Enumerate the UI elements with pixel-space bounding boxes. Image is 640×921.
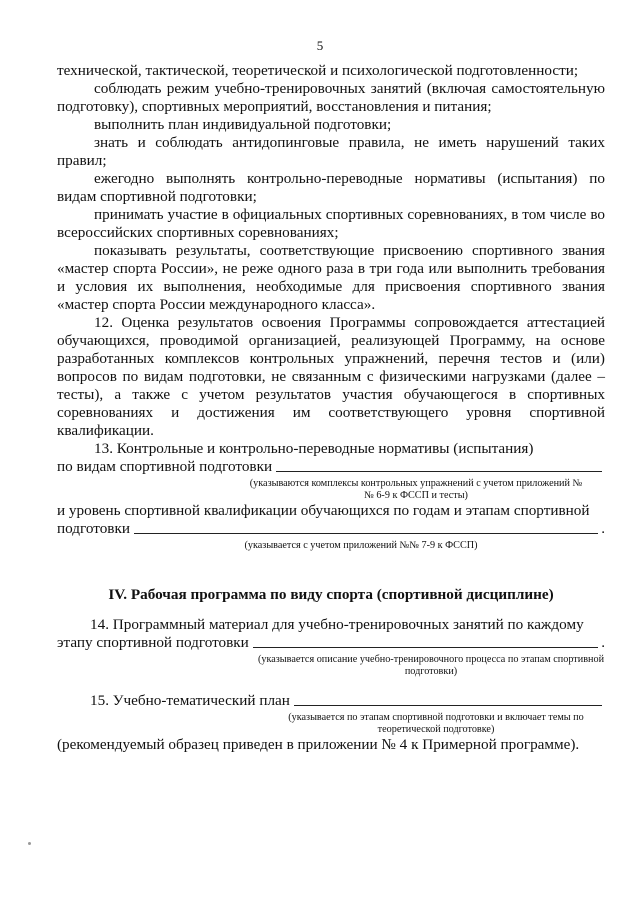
paragraph-antidoping: знать и соблюдать антидопинговые правила, не иметь нарушений таких правил;	[57, 134, 605, 169]
item-13-line2: по видам спортивной подготовки	[57, 458, 273, 475]
item-14-caption: (указывается описание учебно-тренировочного процесса по этапам спортивной подготовки)	[257, 654, 605, 677]
item-14-line1: 14. Программный материал для учебно-тренировочных занятий по каждому	[90, 616, 584, 633]
item-13-line3: и уровень спортивной квалификации обучающихся по годам и этапам спортивной	[57, 502, 590, 519]
item-15-line1: 15. Учебно-тематический план	[90, 692, 290, 709]
item-14-fill-line	[57, 634, 605, 652]
paragraph-master-of-sport: показывать результаты, соответствующие присвоению спортивного звания «мастер спорта России», не реже одного раза в три года или выполнить требования и условия их выполнения, необходимые для присвоения спортивного звания «мастер спорта России международного класса».	[57, 242, 605, 313]
blank-line	[276, 471, 602, 472]
item-14-end: .	[601, 634, 605, 651]
document-body	[57, 62, 605, 754]
item-13-caption2: (указывается с учетом приложений №№ 7-9 к ФССП)	[244, 540, 478, 551]
item-13-end: .	[601, 520, 605, 537]
section-4-heading: IV. Рабочая программа по виду спорта (спортивной дисциплине)	[108, 586, 554, 603]
blank-line	[134, 533, 598, 534]
item-13-line1: 13. Контрольные и контрольно-переводные нормативы (испытания)	[94, 440, 534, 457]
item-13-caption1: (указываются комплексы контрольных упражнений с учетом приложений №№ 6-9 к ФССП и тесты)	[249, 478, 583, 501]
item-15-caption: (указывается по этапам спортивной подготовки и включает темы по теоретической подготовке)	[288, 712, 584, 735]
page-number: 5	[316, 38, 324, 53]
paragraph-annual-standards: ежегодно выполнять контрольно-переводные нормативы (испытания) по видам спортивной подготовки;	[57, 170, 605, 205]
item-15-fill-line	[57, 692, 605, 710]
item-13-line4: подготовки	[57, 520, 130, 537]
item-13-fill-line-2	[57, 520, 605, 538]
paragraph-individual-plan: выполнить план индивидуальной подготовки;	[94, 116, 392, 133]
paragraph-training-regime: соблюдать режим учебно-тренировочных занятий (включая самостоятельную подготовку), спортивных мероприятий, восстановления и питания;	[57, 80, 605, 115]
item-13-fill-line	[57, 458, 605, 476]
paragraph-continuation: технической, тактической, теоретической и психологической подготовленности;	[57, 62, 579, 79]
paragraph-competitions: принимать участие в официальных спортивных соревнованиях, в том числе во всероссийских спортивных соревнованиях;	[57, 206, 605, 241]
paragraph-12-assessment: 12. Оценка результатов освоения Программы сопровождается аттестацией обучающихся, проводимой организацией, реализующей Программу, на основе разработанных комплексов контрольных упражнений, перечня тестов и (или) вопросов по видам подготовки, не связанным с физическими нагрузками (далее – тесты), а также с учетом результатов участия обучающегося в спортивных соревнованиях и достижения им соответствующего уровня спортивной квалификации.	[57, 314, 605, 439]
blank-line	[294, 705, 602, 706]
scan-speck	[28, 842, 31, 845]
blank-line	[253, 647, 598, 648]
item-14-line2: этапу спортивной подготовки	[57, 634, 249, 651]
item-15-line2: (рекомендуемый образец приведен в приложении № 4 к Примерной программе).	[57, 736, 580, 753]
